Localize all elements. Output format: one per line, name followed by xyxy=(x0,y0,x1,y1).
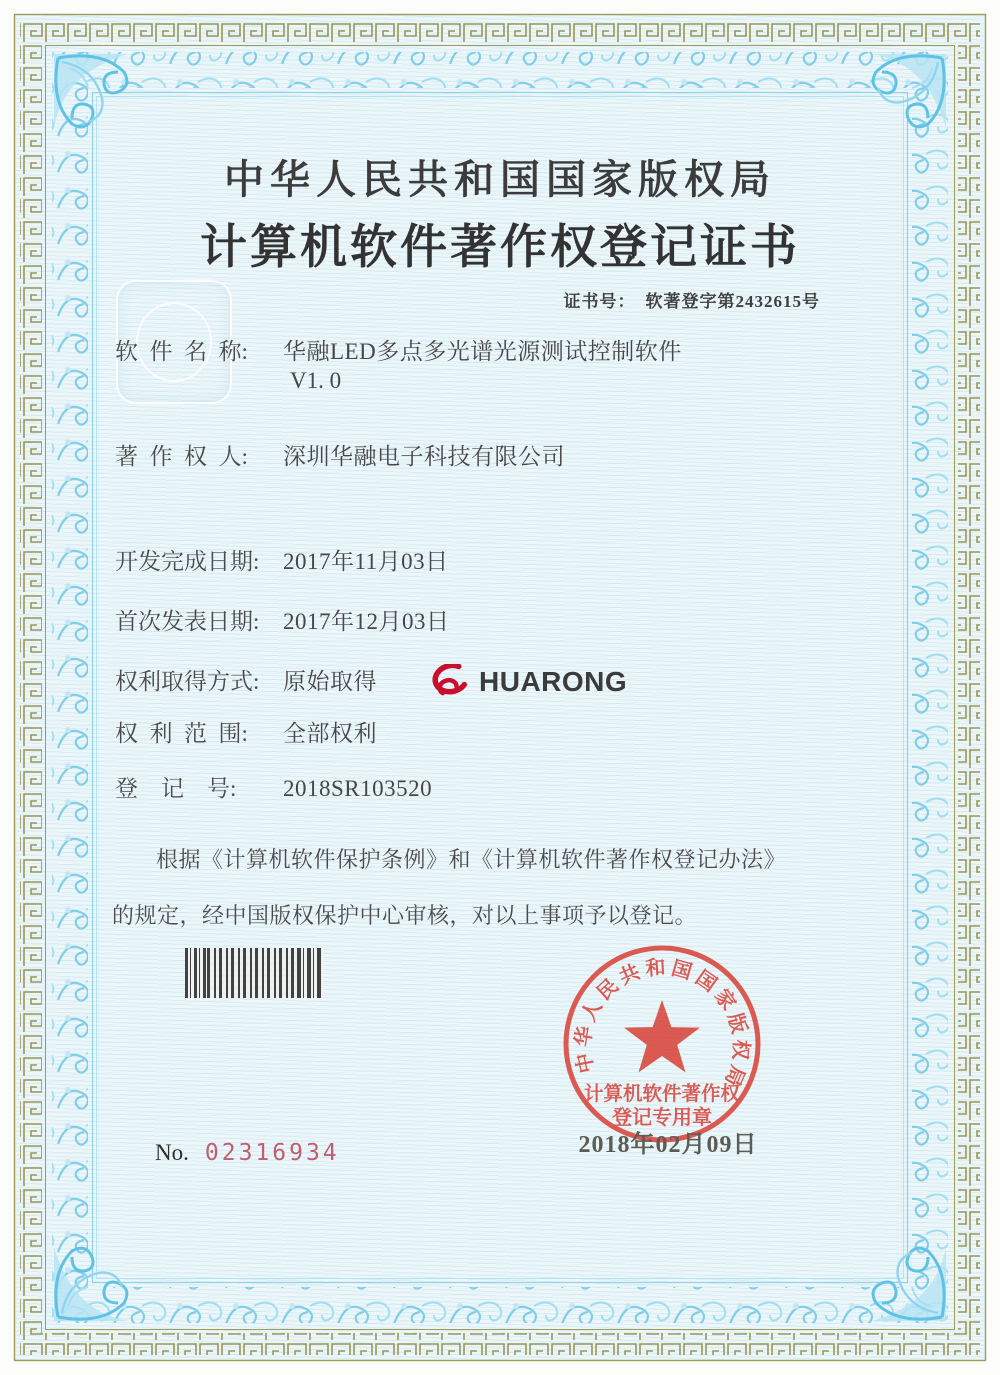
certificate-number-line xyxy=(564,287,821,312)
seal-date: 2018年02月09日 xyxy=(578,1132,758,1158)
barcode-left-guard xyxy=(185,948,207,998)
field-value: 2018SR103520 xyxy=(283,776,433,801)
field-label: 著 作 权 人: xyxy=(115,444,248,469)
field-development-completion-date xyxy=(115,543,449,576)
field-label: 开发完成日期: xyxy=(115,549,260,574)
issuing-authority: 中华人民共和国国家版权局 xyxy=(224,157,776,202)
field-label: 权利取得方式: xyxy=(115,669,260,694)
field-first-publication-date xyxy=(115,603,450,636)
field-copyright-owner xyxy=(115,438,565,471)
huarong-logo xyxy=(428,664,627,700)
serial-number: 02316934 xyxy=(204,1140,340,1166)
barcode-2d-icon xyxy=(185,948,323,998)
serial-number-line xyxy=(155,1140,340,1166)
serial-prefix: No. xyxy=(155,1140,189,1165)
field-registration-number xyxy=(115,770,432,803)
seal-line1: 计算机软件著作权 xyxy=(583,1084,741,1105)
field-value: 华融LED多点多光谱光源测试控制软件 xyxy=(283,339,682,364)
field-label: 首次发表日期: xyxy=(115,609,260,634)
certificate-title: 计算机软件著作权登记证书 xyxy=(200,222,800,274)
field-label: 登 记 号: xyxy=(115,776,237,801)
field-value: 深圳华融电子科技有限公司 xyxy=(283,444,565,469)
registration-statement: 根据《计算机软件保护条例》和《计算机软件著作权登记办法》的规定，经中国版权保护中心审核，对以上事项予以登记。 xyxy=(112,847,787,928)
certificate-number-label: 证书号： xyxy=(563,292,636,311)
field-value: 2017年12月03日 xyxy=(283,609,450,634)
barcode-data-region xyxy=(207,948,297,998)
field-value: 原始取得 xyxy=(283,669,377,694)
field-label: 权 利 范 围: xyxy=(115,721,248,746)
field-rights-acquisition-method xyxy=(115,663,377,696)
field-rights-scope xyxy=(115,715,377,748)
field-software-name xyxy=(115,333,682,366)
field-label: 软 件 名 称: xyxy=(115,339,248,364)
field-software-version: V1. 0 xyxy=(290,368,342,393)
huarong-swirl-icon xyxy=(428,664,472,700)
field-value: 2017年11月03日 xyxy=(283,549,449,574)
barcode-right-guard xyxy=(297,948,323,998)
certificate-number-value: 软著登字第2432615号 xyxy=(645,292,820,311)
huarong-logo-text: HUARONG xyxy=(479,666,628,697)
red-star-icon xyxy=(624,1000,700,1072)
field-value: 全部权利 xyxy=(283,721,377,746)
seal-line2: 登记专用章 xyxy=(612,1107,712,1129)
seal-ring-text: 中华人民共和国国家版权局 xyxy=(572,956,752,1092)
